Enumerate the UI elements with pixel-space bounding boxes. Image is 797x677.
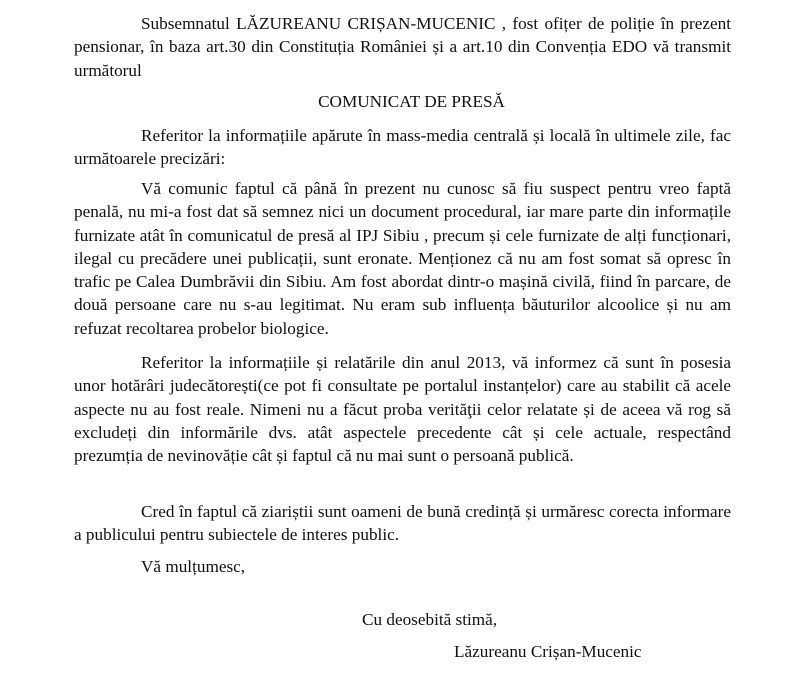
thanks-line: Vă mulțumesc, <box>141 557 246 576</box>
paragraph-4: Cred în faptul că ziariștii sunt oameni de bună credință și urmăresc corecta informare a publicului pentru subiectele de interes public. <box>74 502 731 545</box>
paragraph-2: Vă comunic faptul că până în prezent nu cunosc să fiu suspect pentru vreo faptă penală, nu mi-a fost dat să semnez nici un document procedural, iar mare parte din informațile furnizate atât în comunicatul de presă al IPJ Sibiu , precum și cele furnizate de alți funcționari, ilegal cu precădere unei publicații, sunt eronate. Menționez că nu am fost somat să opresc în trafic pe Calea Dumbrăvii din Sibiu. Am fost abordat dintr-o mașină civilă, fiind în parcare, de două persoane care nu s-au legitimat. Nu eram sub influența băuturilor alcoolice și nu am refuzat recoltarea probelor biologice. <box>74 179 731 338</box>
document-title: COMUNICAT DE PRESĂ <box>318 92 505 111</box>
intro-paragraph: Subsemnatul LĂZUREANU CRIȘAN-MUCENIC , fost ofițer de poliție în prezent pensionar, în baza art.30 din Constituția României și a art.10 din Convenția EDO vă transmit următorul <box>74 14 731 80</box>
signature-line: Lăzureanu Crișan-Mucenic <box>454 642 642 661</box>
paragraph-1: Referitor la informațiile apărute în mass-media centrală și locală în ultimele zile, fac următoarele precizări: <box>74 126 731 169</box>
closing-line: Cu deosebită stimă, <box>362 610 498 629</box>
paragraph-3: Referitor la informațiile și relatările din anul 2013, vă informez că sunt în posesia unor hotărâri judecătorești(ce pot fi consultate pe portalul instanțelor) care au stabilit că acele aspecte nu au fost reale. Nimeni nu a făcut proba verităţii celor relatate și de aceea vă rog să excludeți din informările dvs. atât aspectele precedente cât și cele actuale, respectând prezumția de nevinovăție cât și faptul că nu mai sunt o persoană publică. <box>74 353 731 466</box>
